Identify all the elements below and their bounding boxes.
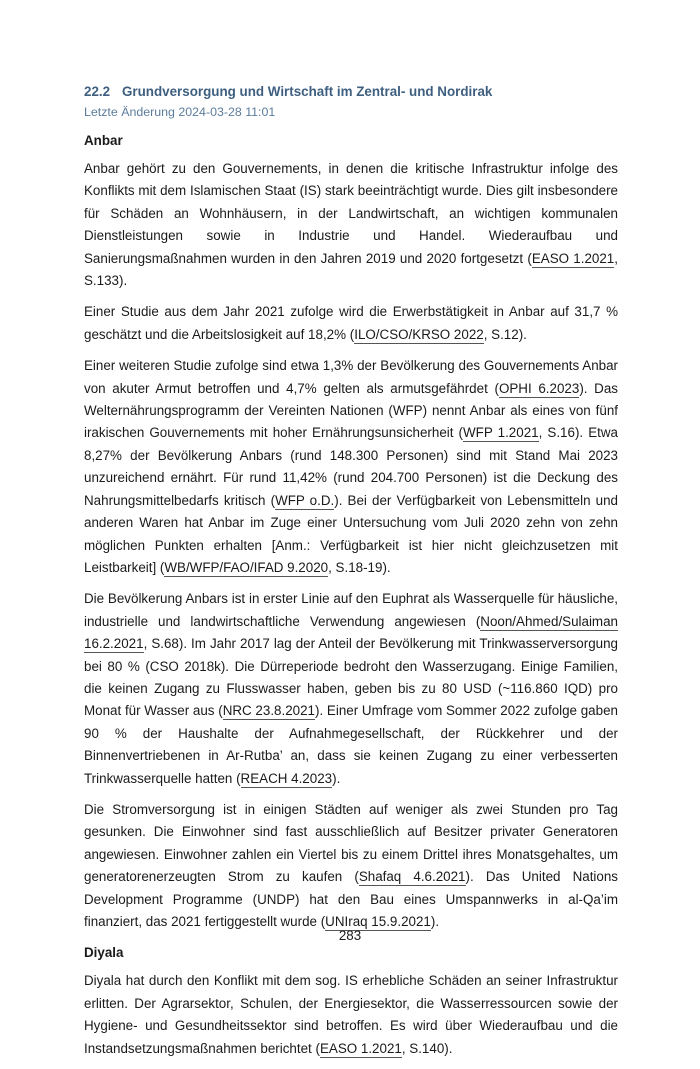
citation-link[interactable]: Shafaq 4.6.2021 [358, 869, 466, 885]
citation-link[interactable]: WFP 1.2021 [463, 425, 539, 441]
paragraph [84, 158, 618, 292]
paragraph-text: Anbar gehört zu den Gouvernements, in denen die kritische Infrastruktur infolge des Konflikts mit dem Islamischen Staat (IS) stark beeinträchtigt wurde. Dies gilt insbesondere für Schäden an Wohnhäusern, in der Landwirtschaft, an wichtigen kommunalen Dienstleistungen sowie in Industrie und Handel. Wiederaufbau und Sanierungsmaßnahmen wurden in den Jahren 2019 und 2020 fortgesetzt ( [84, 161, 618, 266]
paragraph [84, 301, 618, 346]
citation-link[interactable]: WFP o.D. [275, 492, 335, 508]
citation-link[interactable]: EASO 1.2021 [531, 250, 615, 266]
citation-link[interactable]: EASO 1.2021 [319, 1040, 402, 1056]
citation-link[interactable]: Noon/Ahmed/Sulaiman 16.2.2021 [84, 613, 618, 652]
citation-link[interactable]: ILO/CSO/KRSO 2022 [354, 326, 484, 342]
last-modified: Letzte Änderung 2024-03-28 11:01 [84, 105, 276, 119]
paragraph-text: , S.140). [401, 1040, 453, 1056]
paragraph [84, 799, 618, 933]
citation-link[interactable]: UNIraq 15.9.2021 [325, 914, 431, 929]
paragraph-text: Die Stromversorgung ist in einigen Städten auf weniger als zwei Stunden pro Tag gesunken. Die Einwohner sind fast ausschließlich auf Besitzer privater Generatoren angewiesen. Einwohner zahlen ein Viertel bis zu einem Drittel ihres Monatsgehaltes, um generatorenerzeugten Strom zu kaufen ( [84, 801, 618, 885]
paragraph-text: ). [430, 914, 440, 929]
paragraph-text: , S.16). Etwa 8,27% der Bevölkerung Anbars (rund 148.300 Personen) sind mit Stand Mai 2023 unzureichend ernährt. Für rund 11,42% (rund 204.700 Personen) ist die Deckung des Nahrungsmittelbedarfs kritisch ( [84, 425, 618, 508]
paragraph-text: Einer weiteren Studie zufolge sind etwa 1,3% der Bevölkerung des Gouvernements Anbar von akuter Armut betroffen und 4,7% gelten als armutsgefährdet ( [84, 358, 618, 396]
paragraph-text: , S.68). Im Jahr 2017 lag der Anteil der Bevölkerung mit Trinkwasserversorgung bei 80 % (CSO 2018k). Die Dürreperiode bedroht den Wasserzugang. Einige Familien, die keinen Zugang zu Flusswasser haben, geben bis zu 80 USD (~116.860 IQD) pro Monat für Wasser aus ( [84, 636, 618, 719]
paragraph [84, 588, 618, 790]
citation-link[interactable]: REACH 4.2023 [240, 770, 333, 786]
paragraph-text: , S.18-19). [328, 559, 391, 575]
paragraph-text: Einer Studie aus dem Jahr 2021 zufolge wird die Erwerbstätigkeit in Anbar auf 31,7 % geschätzt und die Arbeitslosigkeit auf 18,2% ( [84, 304, 618, 342]
citation-link[interactable]: WB/WFP/FAO/IFAD 9.2020 [164, 559, 329, 575]
section-heading [84, 83, 618, 101]
paragraph-text: Diyala hat durch den Konflikt mit dem sog. IS erhebliche Schäden an seiner Infrastruktur erlitten. Der Agrarsektor, Schulen, der Energiesektor, die Wasserressourcen sowie der Hygiene- und Gesundheitssektor sind betroffen. Es wird über Wiederaufbau und die Instandsetzungsmaßnahmen berichtet ( [84, 973, 618, 1056]
paragraph-text: , S.133). [84, 250, 618, 289]
paragraph [84, 970, 618, 1060]
paragraph-text: ). Das United Nations Development Programme (UNDP) hat den Bau eines Umspannwerks in al-Qa’im finanziert, das 2021 fertiggestellt wurde ( [84, 869, 618, 929]
document-body [84, 83, 618, 1069]
citation-link[interactable]: OPHI 6.2023 [498, 380, 580, 396]
paragraph-text: ). Bei der Verfügbarkeit von Lebensmitteln und anderen Waren hat Anbar im Zuge einer Untersuchung vom Juli 2020 zehn von zehn möglichen Punkten erhalten [Anm.: Verfügbarkeit ist hier nicht gleichzusetzen mit Leistbarkeit] ( [84, 492, 618, 575]
subsection-heading: Anbar [84, 133, 123, 148]
paragraph-text: ). Einer Umfrage vom Sommer 2022 zufolge gaben 90 % der Haushalte der Aufnahmegesellschaft, der Rückkehrer und der Binnenvertriebenen in Ar-Rutba’ an, dass sie keinen Zugang zu einer verbesserten Trinkwasserquelle hatten ( [84, 703, 618, 786]
paragraph [84, 355, 618, 579]
page-number: 283 [338, 928, 362, 943]
paragraph-text: ). Das Welternährungsprogramm der Vereinten Nationen (WFP) nennt Anbar als eines von fünf irakischen Gouvernements mit hoher Ernährungsunsicherheit ( [84, 380, 618, 441]
paragraph-text: ). [332, 770, 341, 786]
paragraph-text: Die Bevölkerung Anbars ist in erster Linie auf den Euphrat als Wasserquelle für häusliche, industrielle und landwirtschaftliche Verwendung angewiesen ( [84, 591, 618, 629]
subsection-heading: Diyala [84, 945, 124, 961]
paragraph-text: , S.12). [483, 326, 527, 342]
section-content [84, 132, 618, 1060]
section-number: 22.2 [84, 84, 111, 99]
section-title: Grundversorgung und Wirtschaft im Zentral- und Nordirak [122, 84, 493, 99]
citation-link[interactable]: NRC 23.8.2021 [222, 703, 315, 719]
